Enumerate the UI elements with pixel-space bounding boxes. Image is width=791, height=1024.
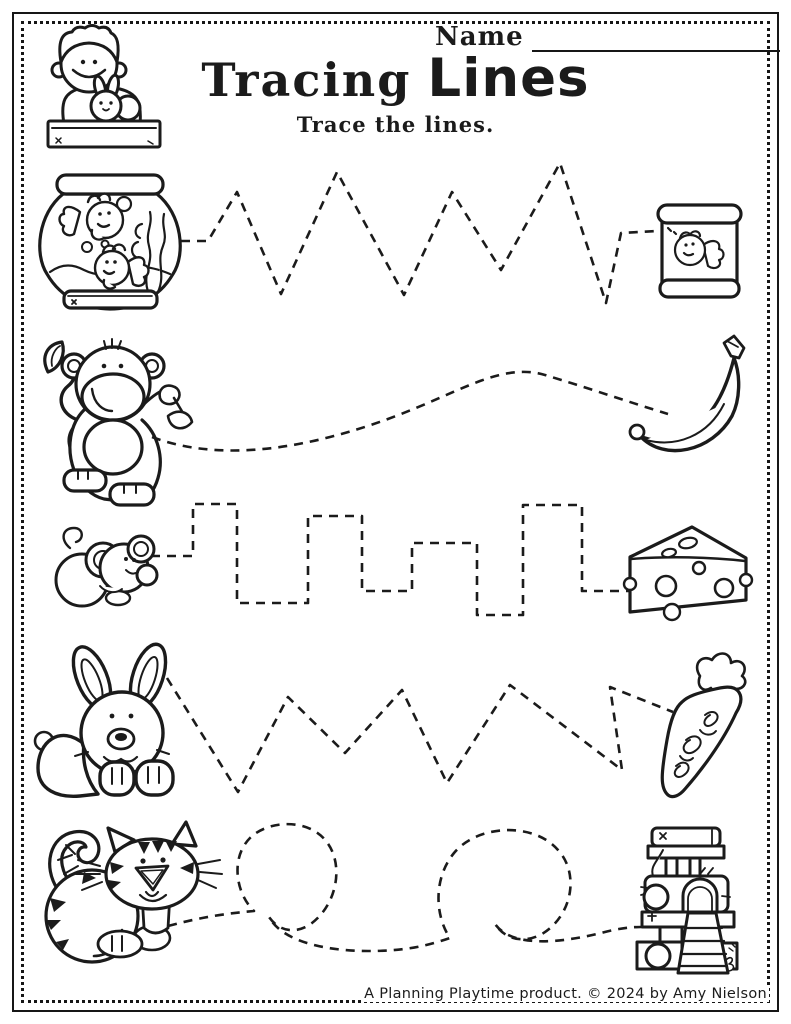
cheese-icon xyxy=(624,527,752,620)
instructions-text: Trace the lines. xyxy=(296,112,495,137)
name-label: Name xyxy=(435,22,524,52)
tracing-line-zigzag-1 xyxy=(181,163,657,303)
carrot-icon xyxy=(662,654,745,797)
banana-icon xyxy=(630,336,744,451)
title-word-tracing: Tracing xyxy=(201,53,412,107)
tracing-line-square-wave xyxy=(151,504,634,615)
bunny-icon xyxy=(35,640,173,796)
tracing-line-wave xyxy=(152,372,668,451)
tracing-line-zigzag-2 xyxy=(167,678,673,792)
page-title xyxy=(0,48,791,109)
tracing-line-loops xyxy=(168,824,641,951)
fish-food-can-icon xyxy=(658,205,741,297)
monkey-icon xyxy=(45,339,192,505)
cat-icon xyxy=(46,822,222,962)
cat-tower-icon xyxy=(637,828,737,973)
mouse-icon xyxy=(56,528,157,606)
title-word-lines: Lines xyxy=(427,48,590,109)
copyright-footer: A Planning Playtime product. © 2024 by Amy Nielson xyxy=(364,986,767,1002)
fish-bowl-icon xyxy=(40,175,180,309)
